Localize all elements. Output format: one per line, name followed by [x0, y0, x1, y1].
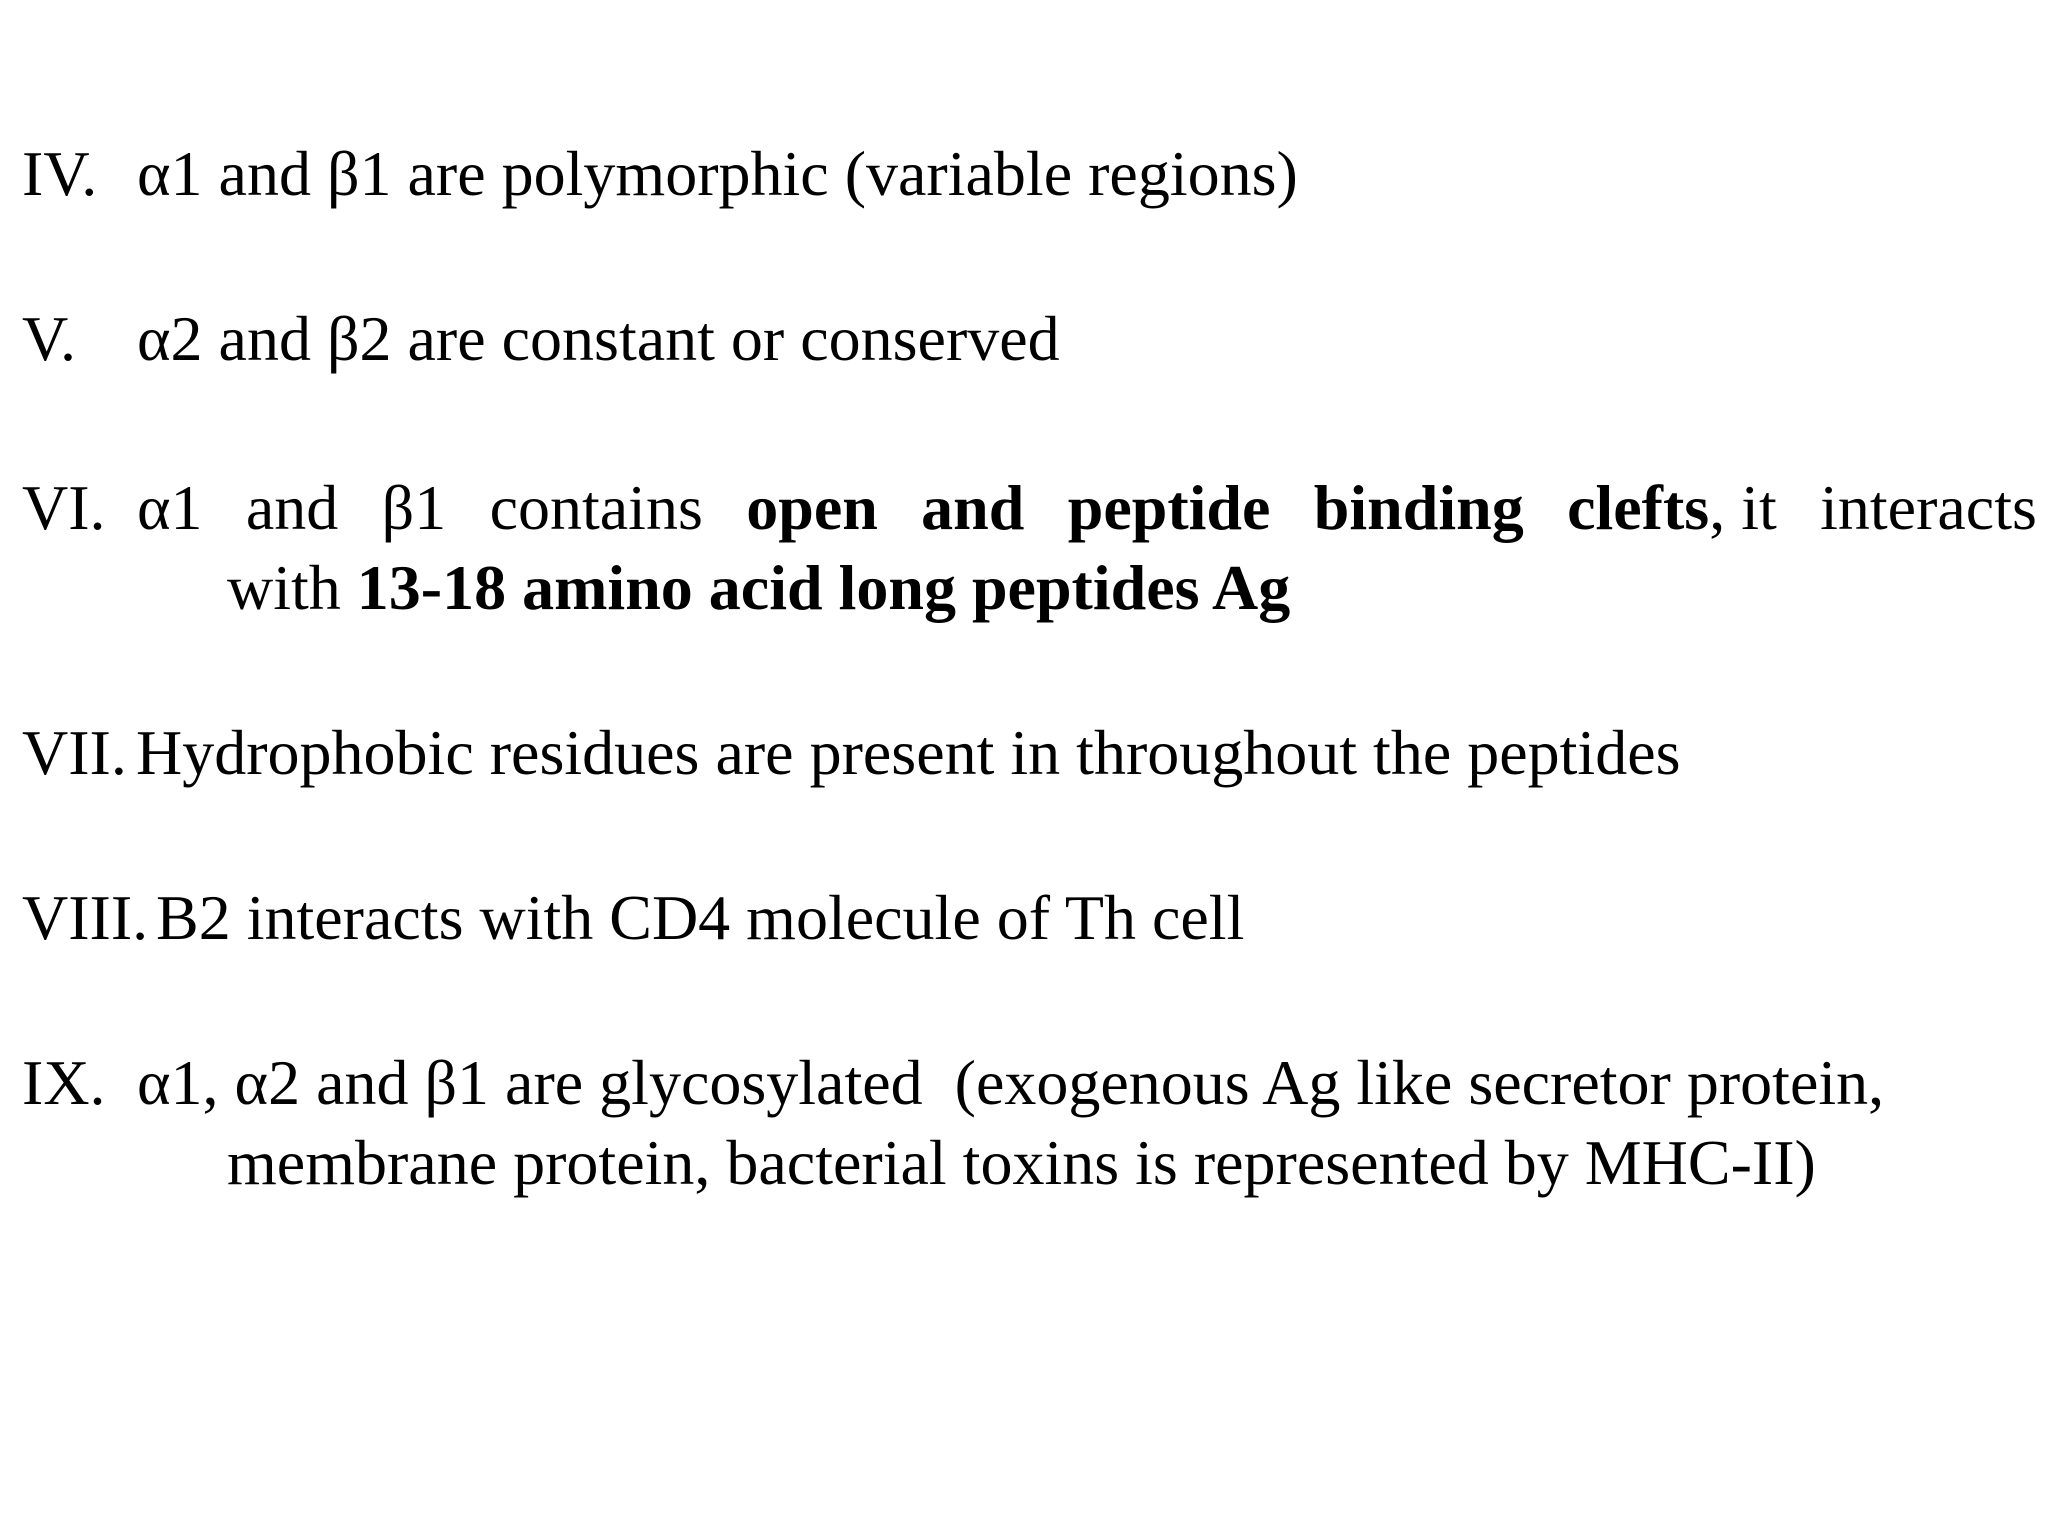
word: and [245, 472, 339, 543]
item-numeral: IV. [22, 138, 98, 209]
word: β1 [381, 472, 447, 543]
item-numeral: VI. [22, 472, 106, 543]
item-text: α1 and β1 are polymorphic (variable regions) [137, 138, 1298, 209]
item-text-continuation: membrane protein, bacterial toxins is represented by MHC-II) [227, 1127, 1816, 1198]
item-numeral: IX. [22, 1047, 106, 1118]
bold-word: and [921, 472, 1025, 543]
item-text: B2 interacts with CD4 molecule of Th cell [156, 882, 1245, 953]
item-text-justified [137, 468, 2037, 548]
word: contains [489, 472, 703, 543]
item-numeral: VIII. [22, 882, 149, 953]
word: , it [1709, 472, 1777, 543]
word: interacts [1820, 472, 2037, 543]
bold-word: binding [1313, 472, 1524, 543]
item-numeral: V. [22, 303, 76, 374]
item-text: α1, α2 and β1 are glycosylated (exogenous Ag like secretor protein, [137, 1047, 1885, 1118]
bold-word: open [746, 472, 878, 543]
item-text: Hydrophobic residues are present in throughout the peptides [136, 717, 1681, 788]
item-text: α2 and β2 are constant or conserved [137, 303, 1060, 374]
item-numeral: VII. [22, 717, 127, 788]
continuation-bold: 13-18 amino acid long peptides Ag [356, 552, 1291, 623]
bold-word: peptide [1067, 472, 1271, 543]
continuation-prefix: with [227, 552, 357, 623]
bold-word: clefts [1567, 472, 1710, 543]
item-text-continuation [227, 548, 1290, 628]
word: α1 [137, 472, 203, 543]
word-group [1567, 468, 1777, 548]
